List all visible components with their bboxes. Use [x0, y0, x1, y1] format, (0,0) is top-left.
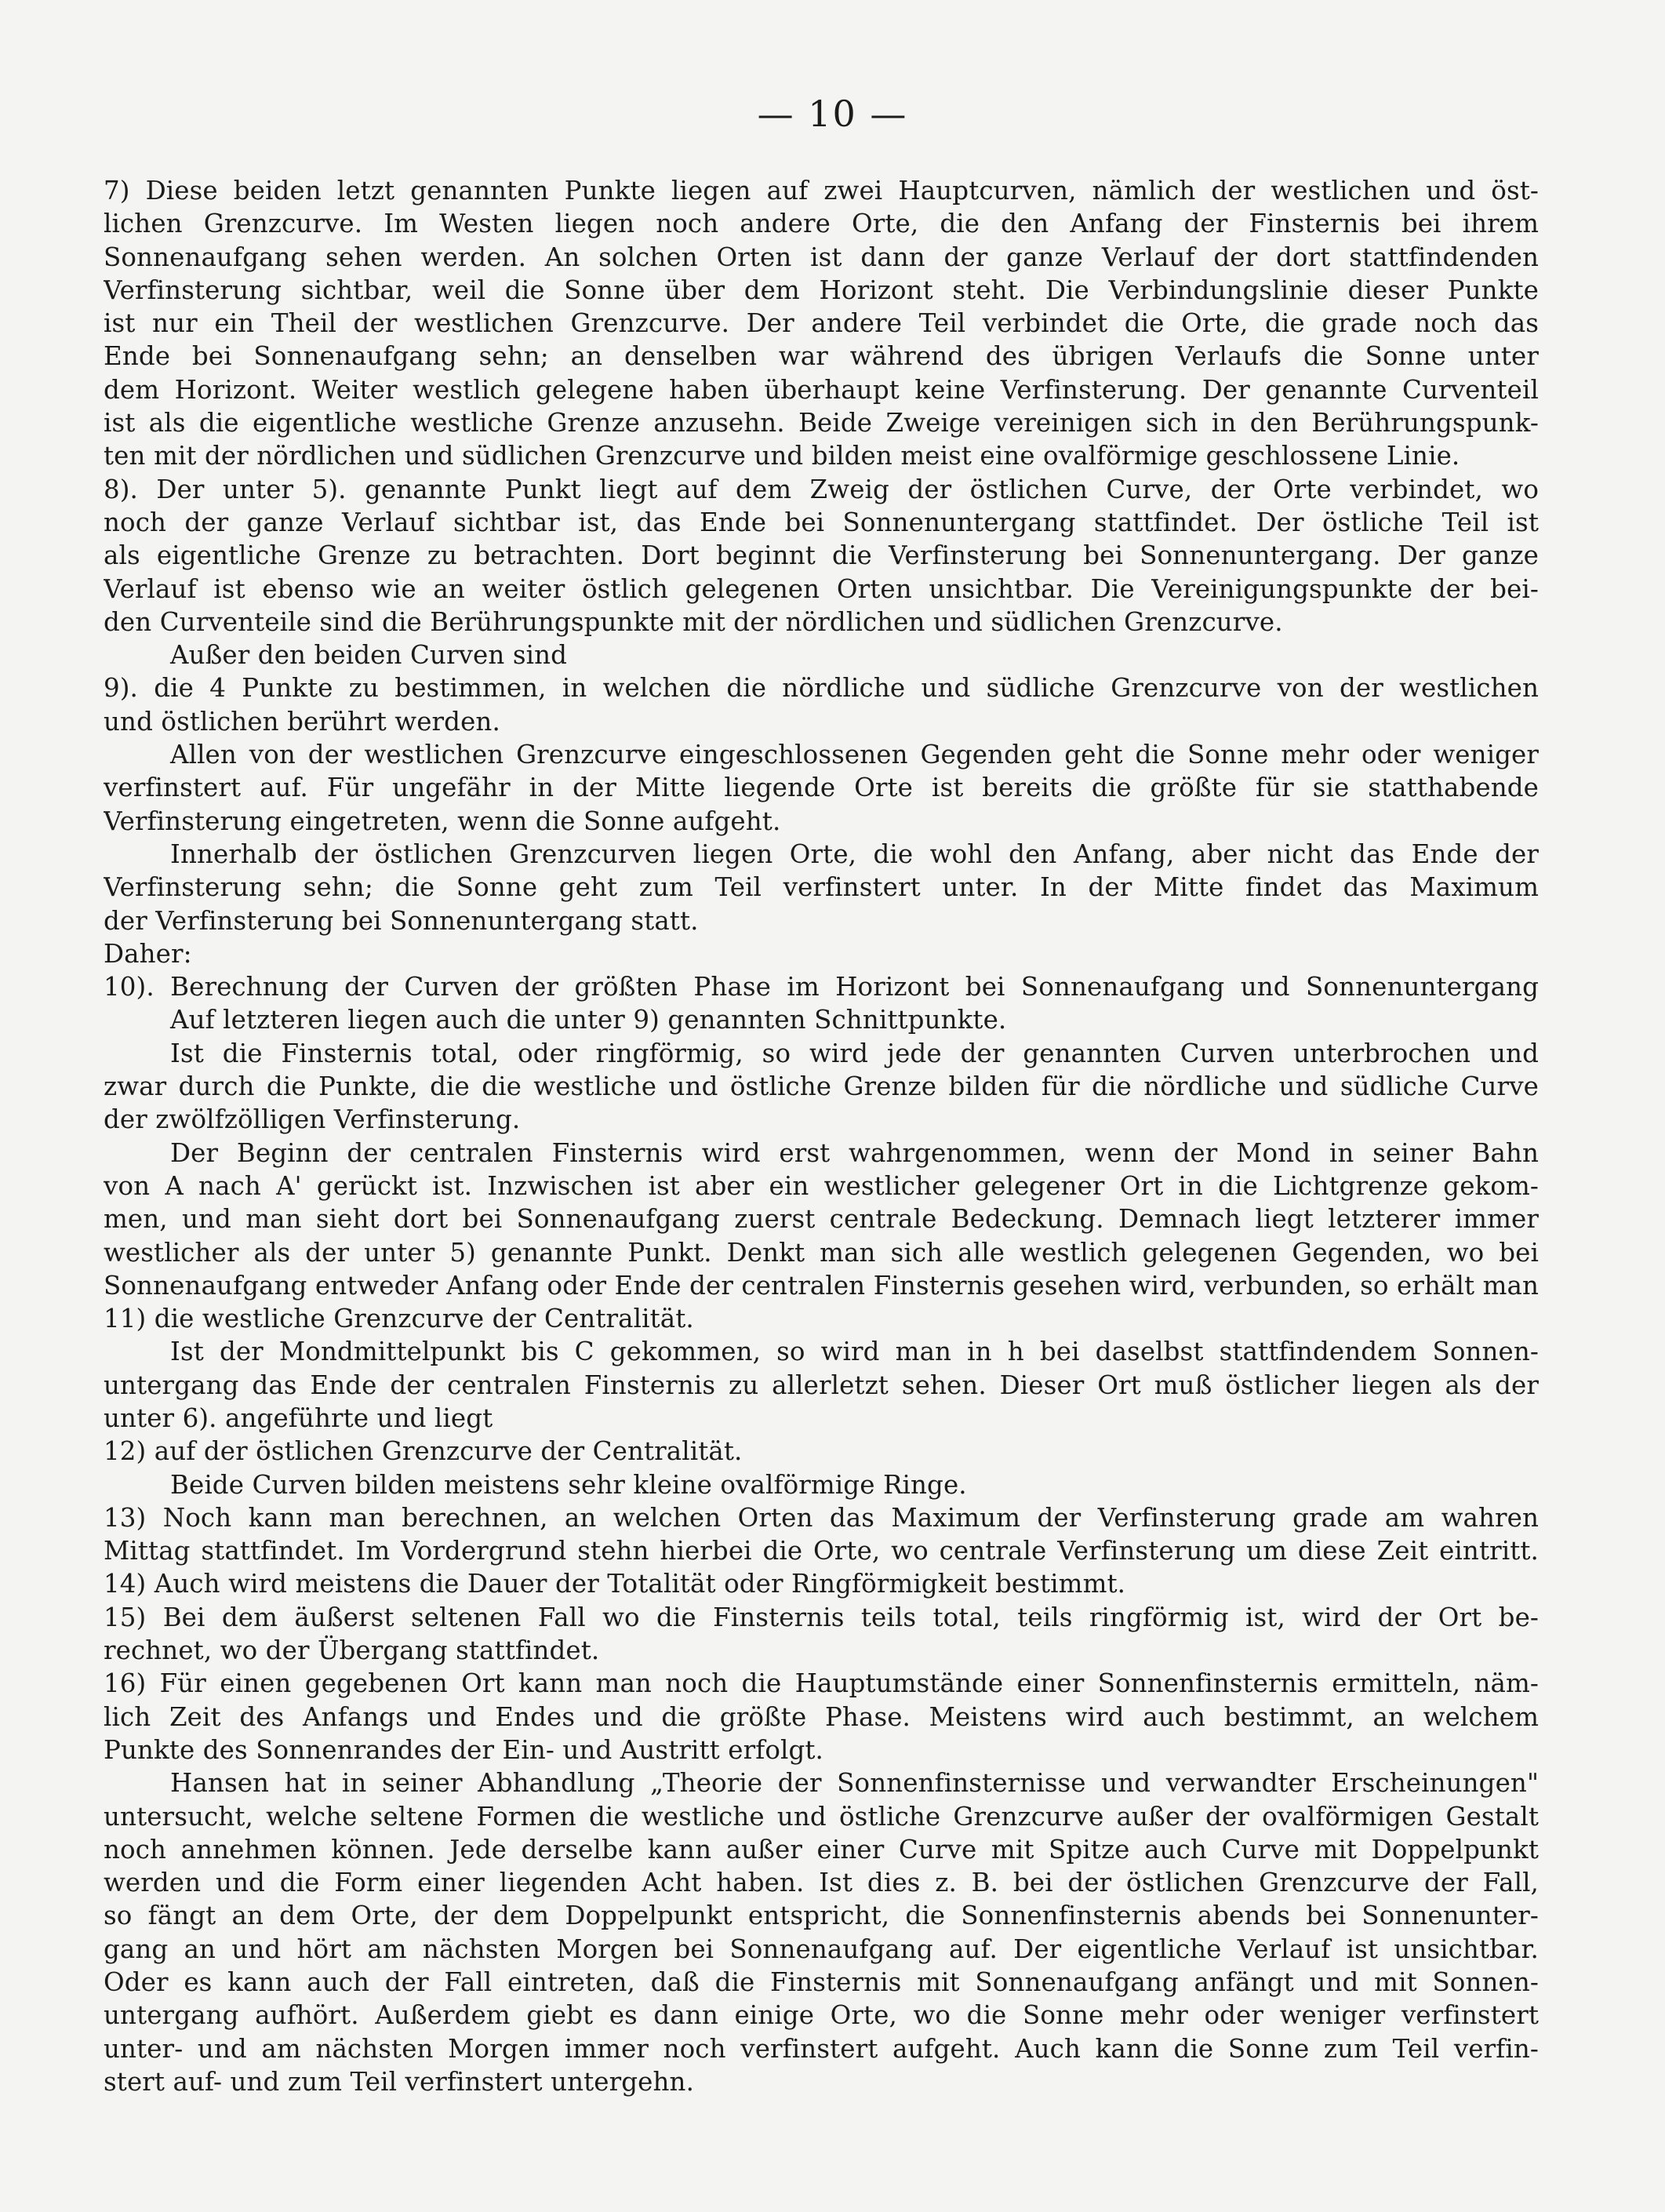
text-line: unter 6). angeführte und liegt	[104, 1403, 493, 1433]
body-text	[104, 174, 1539, 2098]
text-line: Ist der Mondmittelpunkt bis C gekommen, so wird man in h bei daselbst stattfindendem Sonnen-	[170, 1337, 1539, 1367]
text-line: Verfinsterung eingetreten, wenn die Sonne aufgeht.	[104, 806, 781, 836]
text-line: Innerhalb der östlichen Grenzcurven liegen Orte, die wohl den Anfang, aber nicht das Ende der	[170, 839, 1539, 869]
text-line: ist nur ein Theil der westlichen Grenzcurve. Der andere Teil verbindet die Orte, die grade noch das	[104, 308, 1539, 339]
text-line: unter- und am nächsten Morgen immer noch verfinstert aufgeht. Auch kann die Sonne zum Teil verfin-	[104, 2033, 1539, 2064]
text-line: der zwölfzölligen Verfinsterung.	[104, 1104, 521, 1135]
text-line: Der Beginn der centralen Finsternis wird erst wahrgenommen, wenn der Mond in seiner Bahn	[170, 1137, 1539, 1168]
text-line: Sonnenaufgang entweder Anfang oder Ende der centralen Finsternis gesehen wird, verbunden, so erhält man	[104, 1270, 1539, 1301]
text-line: 7) Diese beiden letzt genannten Punkte liegen auf zwei Hauptcurven, nämlich der westlichen und öst-	[104, 176, 1539, 206]
text-line: 11) die westliche Grenzcurve der Centralität.	[104, 1304, 694, 1334]
text-line: und östlichen berührt werden.	[104, 706, 500, 737]
text-line: untergang aufhört. Außerdem giebt es dann einige Orte, wo die Sonne mehr oder weniger verfinstert	[104, 2000, 1539, 2031]
text-line: Beide Curven bilden meistens sehr kleine ovalförmige Ringe.	[170, 1469, 967, 1500]
text-line: 8). Der unter 5). genannte Punkt liegt auf dem Zweig der östlichen Curve, der Orte verbindet, wo	[104, 474, 1539, 504]
text-line: Außer den beiden Curven sind	[170, 640, 568, 671]
text-line: ist als die eigentliche westliche Grenze anzusehn. Beide Zweige vereinigen sich in den Berührungspunk-	[104, 408, 1539, 438]
text-line: Ende bei Sonnenaufgang sehn; an denselben war während des übrigen Verlaufs die Sonne unter	[104, 341, 1539, 372]
text-line: verfinstert auf. Für ungefähr in der Mitte liegende Orte ist bereits die größte für sie statthabende	[104, 773, 1539, 803]
text-line: als eigentliche Grenze zu betrachten. Dort beginnt die Verfinsterung bei Sonnenuntergang. Der ganze	[104, 540, 1539, 571]
text-line: Hansen hat in seiner Abhandlung „Theorie der Sonnenfinsternisse und verwandter Erscheinungen"	[170, 1768, 1539, 1799]
text-line: 14) Auch wird meistens die Dauer der Totalität oder Ringförmigkeit bestimmt.	[104, 1569, 1126, 1599]
text-line: den Curventeile sind die Berührungspunkte mit der nördlichen und südlichen Grenzcurve.	[104, 606, 1283, 637]
text-line: Verfinsterung sichtbar, weil die Sonne über dem Horizont steht. Die Verbindungslinie dieser Punkte	[104, 275, 1539, 305]
text-line: von A nach A' gerückt ist. Inzwischen ist aber ein westlicher gelegener Ort in die Lichtgrenze gekom-	[104, 1170, 1539, 1201]
text-line: Sonnenaufgang sehen werden. An solchen Orten ist dann der ganze Verlauf der dort stattfindenden	[104, 242, 1539, 272]
text-line: 10). Berechnung der Curven der größten Phase im Horizont bei Sonnenaufgang und Sonnenuntergang	[104, 972, 1539, 1002]
text-line: werden und die Form einer liegenden Acht haben. Ist dies z. B. bei der östlichen Grenzcurve der Fall,	[104, 1868, 1539, 1898]
text-line: Allen von der westlichen Grenzcurve eingeschlossenen Gegenden geht die Sonne mehr oder weniger	[170, 740, 1539, 770]
text-line: zwar durch die Punkte, die die westliche und östliche Grenze bilden für die nördliche und südliche Curve	[104, 1071, 1539, 1102]
text-line: untersucht, welche seltene Formen die westliche und östliche Grenzcurve außer der ovalförmigen Gestalt	[104, 1801, 1539, 1832]
text-line: lichen Grenzcurve. Im Westen liegen noch andere Orte, die den Anfang der Finsternis bei ihrem	[104, 209, 1539, 239]
text-line: rechnet, wo der Übergang stattfindet.	[104, 1635, 600, 1666]
text-line: westlicher als der unter 5) genannte Punkt. Denkt man sich alle westlich gelegenen Gegenden, wo bei	[104, 1237, 1539, 1268]
text-line: Oder es kann auch der Fall eintreten, daß die Finsternis mit Sonnenaufgang anfängt und mit Sonnen-	[104, 1967, 1539, 1998]
page-number: — 10 —	[757, 93, 908, 135]
text-line: 12) auf der östlichen Grenzcurve der Centralität.	[104, 1436, 743, 1467]
text-line: Mittag stattfindet. Im Vordergrund stehn hierbei die Orte, wo centrale Verfinsterung um diese Zeit eintritt.	[104, 1536, 1539, 1566]
text-line: Verfinsterung sehn; die Sonne geht zum Teil verfinstert unter. In der Mitte findet das Maximum	[104, 872, 1539, 903]
text-line: Ist die Finsternis total, oder ringförmig, so wird jede der genannten Curven unterbrochen und	[170, 1038, 1539, 1068]
text-line: 15) Bei dem äußerst seltenen Fall wo die Finsternis teils total, teils ringförmig ist, wird der Ort be-	[104, 1602, 1539, 1632]
text-line: 9). die 4 Punkte zu bestimmen, in welchen die nördliche und südliche Grenzcurve von der westlichen	[104, 673, 1539, 704]
text-line: Punkte des Sonnenrandes der Ein- und Austritt erfolgt.	[104, 1734, 823, 1765]
text-line: Daher:	[104, 938, 192, 969]
text-line: men, und man sieht dort bei Sonnenaufgang zuerst centrale Bedeckung. Demnach liegt letzterer immer	[104, 1204, 1539, 1235]
text-line: lich Zeit des Anfangs und Endes und die größte Phase. Meistens wird auch bestimmt, an welchem	[104, 1701, 1539, 1732]
text-line: dem Horizont. Weiter westlich gelegene haben überhaupt keine Verfinsterung. Der genannte Curventeil	[104, 374, 1539, 405]
text-line: 13) Noch kann man berechnen, an welchen Orten das Maximum der Verfinsterung grade am wahren	[104, 1502, 1539, 1533]
text-line: so fängt an dem Orte, der dem Doppelpunkt entspricht, die Sonnenfinsternis abends bei Sonnenunter-	[104, 1901, 1539, 1931]
text-line: Verlauf ist ebenso wie an weiter östlich gelegenen Orten unsichtbar. Die Vereinigungspunkte der bei-	[104, 573, 1539, 604]
text-line: Auf letzteren liegen auch die unter 9) genannten Schnittpunkte.	[170, 1005, 1007, 1035]
text-line: untergang das Ende der centralen Finsternis zu allerletzt sehen. Dieser Ort muß östlicher liegen als der	[104, 1370, 1539, 1400]
text-line: ten mit der nördlichen und südlichen Grenzcurve und bilden meist eine ovalförmige geschlossene Linie.	[104, 441, 1460, 471]
text-line: gang an und hört am nächsten Morgen bei Sonnenaufgang auf. Der eigentliche Verlauf ist unsichtbar.	[104, 1934, 1539, 1964]
text-line: noch der ganze Verlauf sichtbar ist, das Ende bei Sonnenuntergang stattfindet. Der östliche Teil ist	[104, 507, 1539, 537]
text-line: noch annehmen können. Jede derselbe kann außer einer Curve mit Spitze auch Curve mit Doppelpunkt	[104, 1834, 1539, 1865]
text-line: 16) Für einen gegebenen Ort kann man noch die Hauptumstände einer Sonnenfinsternis ermitteln, näm-	[104, 1668, 1539, 1699]
text-line: stert auf- und zum Teil verfinstert untergehn.	[104, 2066, 695, 2097]
text-line: der Verfinsterung bei Sonnenuntergang statt.	[104, 905, 699, 936]
